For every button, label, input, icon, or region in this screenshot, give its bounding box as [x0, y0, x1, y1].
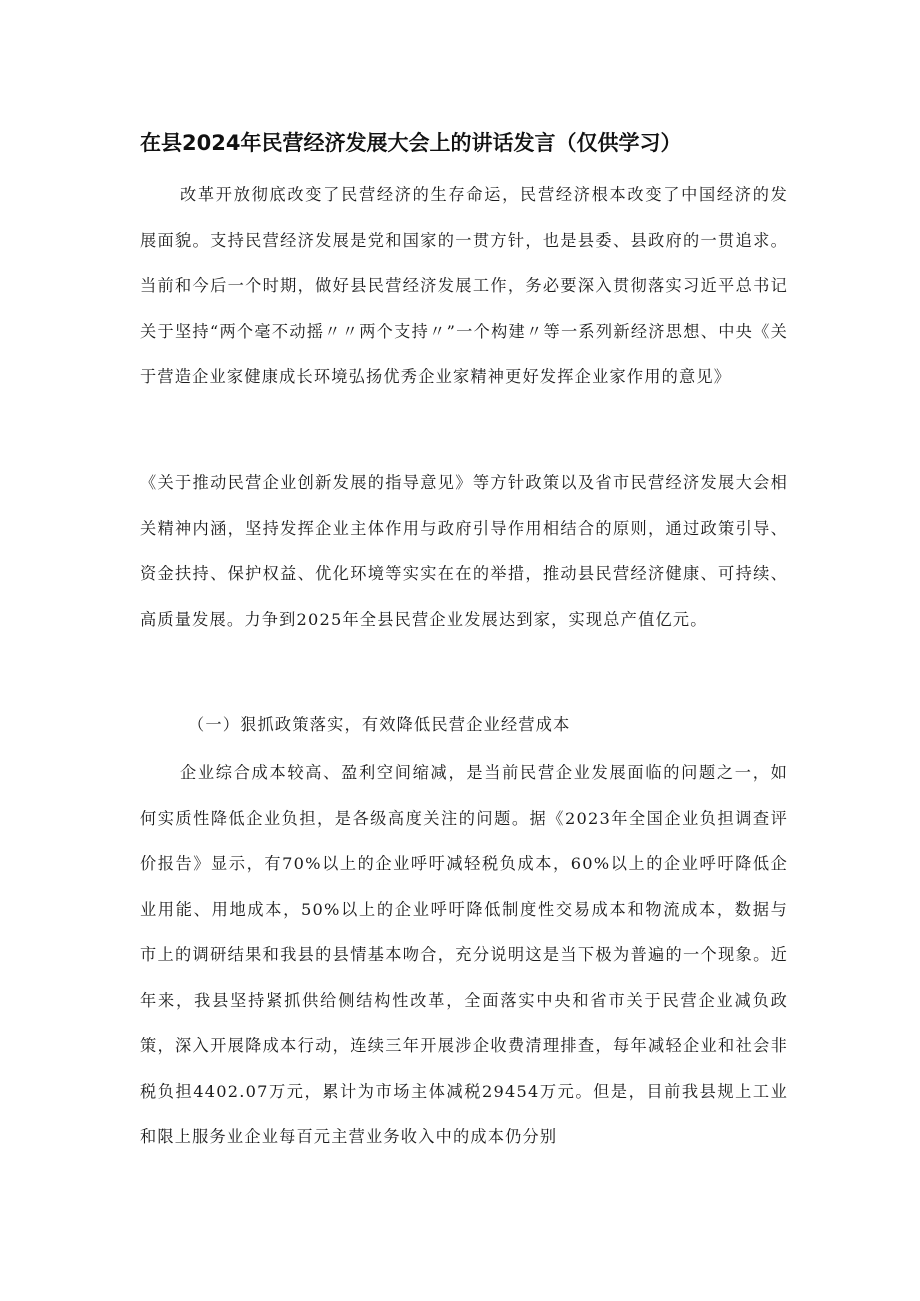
paragraph-policies: 《关于推动民营企业创新发展的指导意见》等方针政策以及省市民营经济发展大会相关精神内涵，坚持发挥企业主体作用与政府引导作用相结合的原则，通过政策引导、资金扶持、保护权益、优化环境等实实在在的举措，推动县民营经济健康、可持续、高质量发展。力争到2025年全县民营企业发展达到家，实现总产值亿元。	[140, 473, 788, 629]
paragraph-intro: 改革开放彻底改变了民营经济的生存命运，民营经济根本改变了中国经济的发展面貌。支持民营经济发展是党和国家的一贯方针，也是县委、县政府的一贯追求。当前和今后一个时期，做好县民营经济发展工作，务必要深入贯彻落实习近平总书记关于坚持“两个毫不动摇〃〃两个支持〃”一个构建〃等一系列新经济思想、中央《关于营造企业家健康成长环境弘扬优秀企业家精神更好发挥企业家作用的意见》	[140, 185, 788, 386]
section-heading: （一）狠抓政策落实，有效降低民营企业经营成本	[188, 715, 571, 734]
document-title: 在县2024年民营经济发展大会上的讲话发言（仅供学习）	[140, 131, 682, 155]
paragraph-costs: 企业综合成本较高、盈利空间缩减，是当前民营企业发展面临的问题之一，如何实质性降低企业负担，是各级高度关注的问题。据《2023年全国企业负担调查评价报告》显示，有70%以上的企业呼吁减轻税负成本，60%以上的企业呼吁降低企业用能、用地成本，50%以上的企业呼吁降低制度性交易成本和物流成本，数据与市上的调研结果和我县的县情基本吻合，充分说明这是当下极为普遍的一个现象。近年来，我县坚持紧抓供给侧结构性改革，全面落实中央和省市关于民营企业减负政策，深入开展降成本行动，连续三年开展涉企收费清理排查，每年减轻企业和社会非税负担4402.07万元，累计为市场主体减税29454万元。但是，目前我县规上工业和限上服务业企业每百元主营业务收入中的成本仍分别	[140, 763, 788, 1146]
